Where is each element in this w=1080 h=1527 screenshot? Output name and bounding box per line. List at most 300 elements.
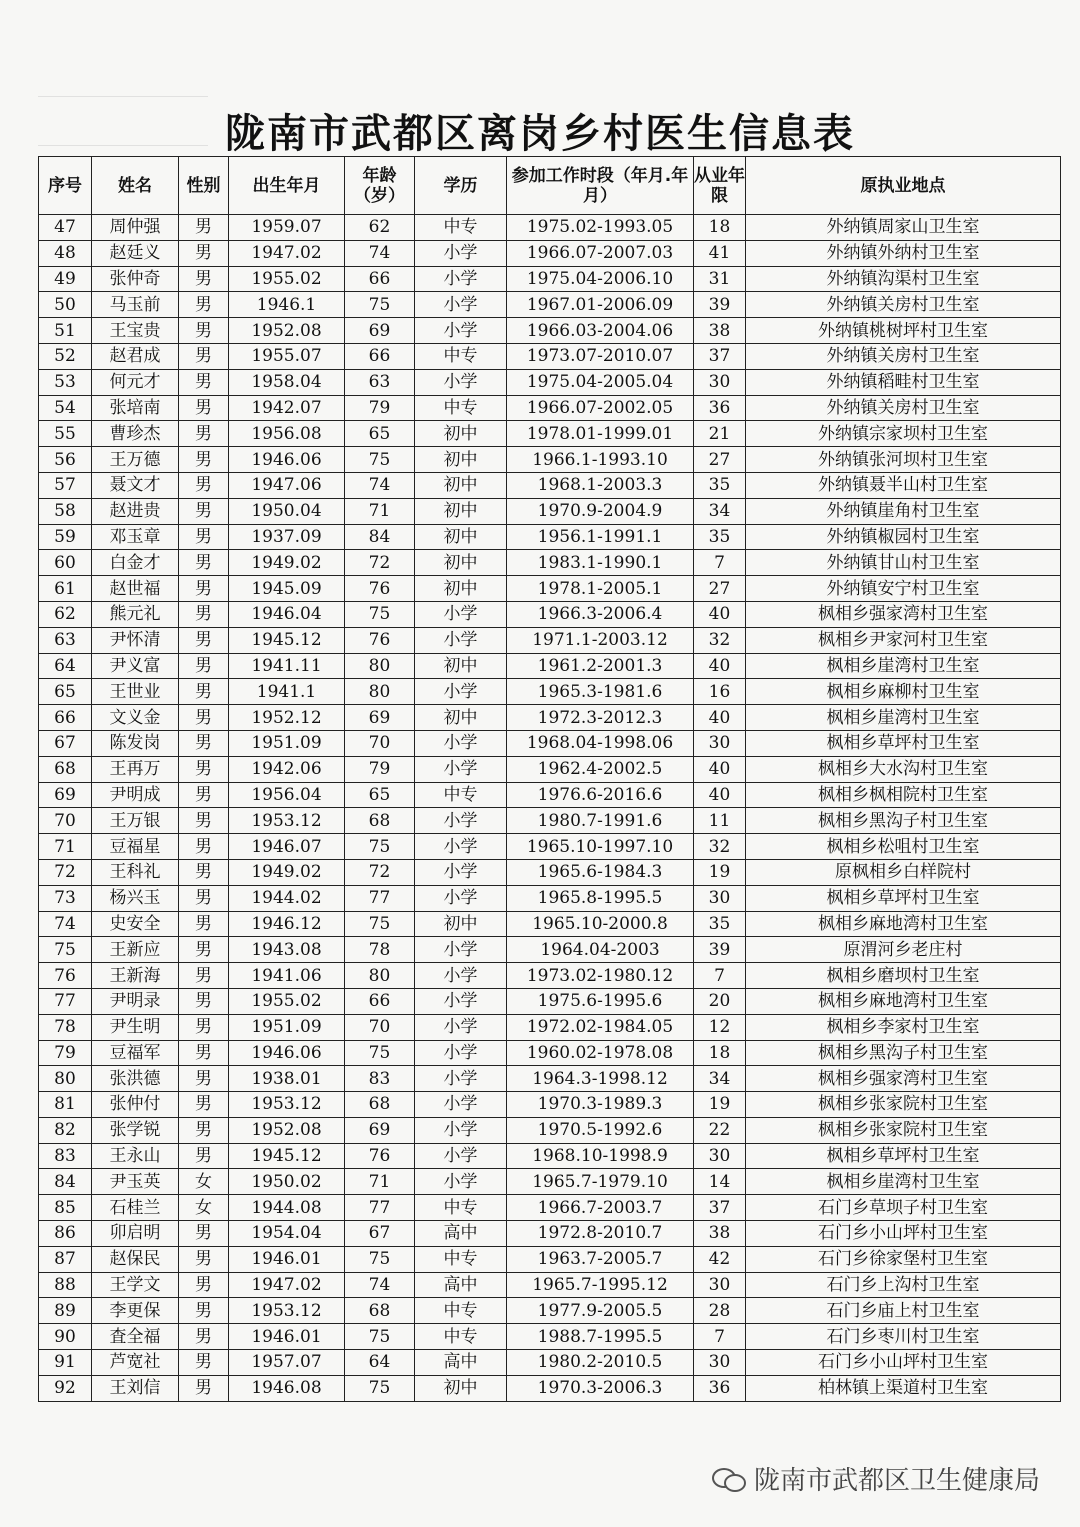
cell-sex: 男 — [179, 369, 229, 395]
cell-birth: 1951.09 — [229, 1014, 345, 1040]
cell-work-period: 1964.3-1998.12 — [507, 1066, 694, 1092]
cell-age: 79 — [345, 395, 415, 421]
cell-location: 枫相乡崖湾村卫生室 — [746, 705, 1061, 731]
cell-sex: 男 — [179, 240, 229, 266]
cell-index: 62 — [39, 601, 92, 627]
cell-sex: 男 — [179, 1117, 229, 1143]
col-header-sex: 性别 — [179, 157, 229, 215]
cell-location: 石门乡上沟村卫生室 — [746, 1272, 1061, 1298]
table-row — [39, 1117, 1061, 1143]
document-title: 陇南市武都区离岗乡村医生信息表 — [225, 111, 855, 157]
cell-index: 49 — [39, 266, 92, 292]
cell-years: 30 — [694, 885, 746, 911]
cell-work-period: 1976.6-2016.6 — [507, 782, 694, 808]
cell-index: 84 — [39, 1169, 92, 1195]
cell-birth: 1946.01 — [229, 1246, 345, 1272]
cell-birth: 1952.08 — [229, 318, 345, 344]
cell-index: 79 — [39, 1040, 92, 1066]
cell-education: 小学 — [415, 601, 507, 627]
cell-sex: 男 — [179, 421, 229, 447]
doctor-info-table — [38, 156, 1061, 1402]
cell-name: 赵君成 — [92, 343, 179, 369]
cell-sex: 男 — [179, 911, 229, 937]
cell-sex: 男 — [179, 705, 229, 731]
cell-education: 小学 — [415, 627, 507, 653]
cell-education: 小学 — [415, 937, 507, 963]
table-row — [39, 1143, 1061, 1169]
cell-location: 外纳镇张河坝村卫生室 — [746, 447, 1061, 473]
table-row — [39, 1350, 1061, 1376]
cell-index: 51 — [39, 318, 92, 344]
cell-work-period: 1968.10-1998.9 — [507, 1143, 694, 1169]
cell-years: 37 — [694, 1195, 746, 1221]
table-row — [39, 782, 1061, 808]
cell-birth: 1957.07 — [229, 1350, 345, 1376]
table-row — [39, 498, 1061, 524]
cell-index: 47 — [39, 215, 92, 241]
cell-location: 枫相乡磨坝村卫生室 — [746, 963, 1061, 989]
cell-index: 63 — [39, 627, 92, 653]
wechat-watermark — [712, 1460, 1040, 1497]
cell-age: 75 — [345, 911, 415, 937]
cell-age: 72 — [345, 859, 415, 885]
cell-birth: 1951.09 — [229, 730, 345, 756]
cell-education: 高中 — [415, 1350, 507, 1376]
table-row — [39, 240, 1061, 266]
cell-name: 陈发岗 — [92, 730, 179, 756]
cell-work-period: 1970.5-1992.6 — [507, 1117, 694, 1143]
cell-education: 初中 — [415, 472, 507, 498]
table-row — [39, 1040, 1061, 1066]
table-row — [39, 1246, 1061, 1272]
cell-location: 枫相乡麻地湾村卫生室 — [746, 988, 1061, 1014]
table-row — [39, 576, 1061, 602]
cell-work-period: 1962.4-2002.5 — [507, 756, 694, 782]
cell-birth: 1946.1 — [229, 292, 345, 318]
cell-years: 18 — [694, 215, 746, 241]
cell-age: 68 — [345, 1298, 415, 1324]
cell-work-period: 1964.04-2003 — [507, 937, 694, 963]
table-row — [39, 1169, 1061, 1195]
cell-education: 小学 — [415, 1040, 507, 1066]
cell-sex: 男 — [179, 937, 229, 963]
cell-birth: 1953.12 — [229, 808, 345, 834]
cell-years: 20 — [694, 988, 746, 1014]
cell-birth: 1952.08 — [229, 1117, 345, 1143]
cell-birth: 1947.06 — [229, 472, 345, 498]
cell-birth: 1949.02 — [229, 550, 345, 576]
cell-years: 18 — [694, 1040, 746, 1066]
cell-age: 69 — [345, 318, 415, 344]
cell-age: 75 — [345, 601, 415, 627]
cell-education: 小学 — [415, 1117, 507, 1143]
cell-name: 赵进贵 — [92, 498, 179, 524]
cell-work-period: 1978.1-2005.1 — [507, 576, 694, 602]
cell-sex: 男 — [179, 679, 229, 705]
cell-work-period: 1975.04-2005.04 — [507, 369, 694, 395]
cell-education: 小学 — [415, 1143, 507, 1169]
cell-index: 89 — [39, 1298, 92, 1324]
cell-education: 小学 — [415, 1092, 507, 1118]
cell-index: 82 — [39, 1117, 92, 1143]
cell-birth: 1955.07 — [229, 343, 345, 369]
cell-education: 中专 — [415, 1246, 507, 1272]
table-row — [39, 885, 1061, 911]
cell-age: 66 — [345, 988, 415, 1014]
cell-age: 70 — [345, 730, 415, 756]
table-row — [39, 859, 1061, 885]
cell-index: 87 — [39, 1246, 92, 1272]
cell-name: 王新应 — [92, 937, 179, 963]
cell-education: 初中 — [415, 550, 507, 576]
table-body — [39, 215, 1061, 1402]
cell-birth: 1949.02 — [229, 859, 345, 885]
cell-location: 枫相乡李家村卫生室 — [746, 1014, 1061, 1040]
table-row — [39, 808, 1061, 834]
cell-age: 68 — [345, 808, 415, 834]
cell-age: 74 — [345, 1272, 415, 1298]
table-row — [39, 988, 1061, 1014]
cell-sex: 男 — [179, 782, 229, 808]
cell-sex: 男 — [179, 1040, 229, 1066]
cell-name: 王刘信 — [92, 1375, 179, 1401]
cell-years: 37 — [694, 343, 746, 369]
cell-location: 外纳镇稻畦村卫生室 — [746, 369, 1061, 395]
cell-years: 39 — [694, 937, 746, 963]
cell-years: 30 — [694, 1272, 746, 1298]
cell-years: 38 — [694, 318, 746, 344]
cell-education: 中专 — [415, 1324, 507, 1350]
cell-sex: 男 — [179, 1221, 229, 1247]
cell-name: 赵世福 — [92, 576, 179, 602]
table-row — [39, 937, 1061, 963]
cell-index: 65 — [39, 679, 92, 705]
cell-work-period: 1968.1-2003.3 — [507, 472, 694, 498]
cell-birth: 1945.12 — [229, 1143, 345, 1169]
table-header-row — [39, 157, 1061, 215]
cell-work-period: 1972.3-2012.3 — [507, 705, 694, 731]
table-row — [39, 1195, 1061, 1221]
cell-index: 67 — [39, 730, 92, 756]
cell-work-period: 1965.7-1995.12 — [507, 1272, 694, 1298]
cell-work-period: 1972.8-2010.7 — [507, 1221, 694, 1247]
cell-education: 初中 — [415, 1375, 507, 1401]
cell-index: 48 — [39, 240, 92, 266]
cell-location: 枫相乡黑沟子村卫生室 — [746, 1040, 1061, 1066]
cell-index: 83 — [39, 1143, 92, 1169]
cell-birth: 1941.1 — [229, 679, 345, 705]
cell-years: 30 — [694, 1350, 746, 1376]
cell-education: 小学 — [415, 318, 507, 344]
cell-years: 28 — [694, 1298, 746, 1324]
wechat-icon — [712, 1466, 746, 1492]
cell-birth: 1950.02 — [229, 1169, 345, 1195]
cell-birth: 1942.07 — [229, 395, 345, 421]
cell-name: 赵廷义 — [92, 240, 179, 266]
cell-work-period: 1970.3-2006.3 — [507, 1375, 694, 1401]
cell-sex: 男 — [179, 756, 229, 782]
cell-birth: 1941.11 — [229, 653, 345, 679]
cell-years: 7 — [694, 1324, 746, 1350]
cell-name: 李更保 — [92, 1298, 179, 1324]
cell-location: 枫相乡张家院村卫生室 — [746, 1092, 1061, 1118]
cell-education: 小学 — [415, 292, 507, 318]
cell-education: 中专 — [415, 1298, 507, 1324]
cell-years: 22 — [694, 1117, 746, 1143]
cell-work-period: 1965.7-1979.10 — [507, 1169, 694, 1195]
table-row — [39, 834, 1061, 860]
cell-education: 初中 — [415, 421, 507, 447]
cell-work-period: 1967.01-2006.09 — [507, 292, 694, 318]
cell-index: 66 — [39, 705, 92, 731]
col-header-education: 学历 — [415, 157, 507, 215]
table-row — [39, 911, 1061, 937]
cell-age: 84 — [345, 524, 415, 550]
cell-name: 史安全 — [92, 911, 179, 937]
cell-sex: 男 — [179, 1066, 229, 1092]
table-row — [39, 1066, 1061, 1092]
cell-location: 外纳镇宗家坝村卫生室 — [746, 421, 1061, 447]
table-row — [39, 730, 1061, 756]
cell-location: 石门乡徐家堡村卫生室 — [746, 1246, 1061, 1272]
cell-education: 中专 — [415, 343, 507, 369]
cell-work-period: 1965.8-1995.5 — [507, 885, 694, 911]
cell-years: 42 — [694, 1246, 746, 1272]
cell-work-period: 1971.1-2003.12 — [507, 627, 694, 653]
cell-birth: 1941.06 — [229, 963, 345, 989]
cell-location: 石门乡枣川村卫生室 — [746, 1324, 1061, 1350]
cell-name: 王宝贵 — [92, 318, 179, 344]
cell-index: 76 — [39, 963, 92, 989]
cell-name: 周仲强 — [92, 215, 179, 241]
cell-name: 马玉前 — [92, 292, 179, 318]
table-row — [39, 343, 1061, 369]
cell-name: 张培南 — [92, 395, 179, 421]
cell-location: 外纳镇甘山村卫生室 — [746, 550, 1061, 576]
table-row — [39, 1272, 1061, 1298]
cell-index: 74 — [39, 911, 92, 937]
cell-education: 小学 — [415, 834, 507, 860]
cell-age: 77 — [345, 885, 415, 911]
cell-name: 聂文才 — [92, 472, 179, 498]
cell-age: 68 — [345, 1092, 415, 1118]
cell-index: 73 — [39, 885, 92, 911]
cell-age: 69 — [345, 705, 415, 731]
cell-location: 枫相乡草坪村卫生室 — [746, 885, 1061, 911]
cell-age: 66 — [345, 266, 415, 292]
cell-age: 65 — [345, 782, 415, 808]
cell-work-period: 1965.10-1997.10 — [507, 834, 694, 860]
cell-location: 枫相乡崖湾村卫生室 — [746, 653, 1061, 679]
cell-location: 外纳镇桃树坪村卫生室 — [746, 318, 1061, 344]
cell-years: 31 — [694, 266, 746, 292]
cell-age: 66 — [345, 343, 415, 369]
cell-location: 枫相乡枫相院村卫生室 — [746, 782, 1061, 808]
cell-age: 78 — [345, 937, 415, 963]
cell-index: 80 — [39, 1066, 92, 1092]
cell-work-period: 1966.07-2002.05 — [507, 395, 694, 421]
cell-age: 80 — [345, 679, 415, 705]
cell-years: 40 — [694, 601, 746, 627]
cell-years: 41 — [694, 240, 746, 266]
cell-years: 7 — [694, 550, 746, 576]
cell-location: 外纳镇沟渠村卫生室 — [746, 266, 1061, 292]
cell-work-period: 1978.01-1999.01 — [507, 421, 694, 447]
cell-index: 53 — [39, 369, 92, 395]
cell-years: 19 — [694, 859, 746, 885]
cell-sex: 男 — [179, 395, 229, 421]
table-row — [39, 963, 1061, 989]
cell-sex: 男 — [179, 808, 229, 834]
cell-work-period: 1968.04-1998.06 — [507, 730, 694, 756]
cell-birth: 1953.12 — [229, 1298, 345, 1324]
cell-index: 70 — [39, 808, 92, 834]
watermark-text: 陇南市武都区卫生健康局 — [753, 1466, 1040, 1496]
cell-education: 小学 — [415, 963, 507, 989]
cell-age: 79 — [345, 756, 415, 782]
cell-location: 石门乡小山坪村卫生室 — [746, 1350, 1061, 1376]
cell-sex: 男 — [179, 601, 229, 627]
cell-years: 14 — [694, 1169, 746, 1195]
cell-birth: 1946.07 — [229, 834, 345, 860]
cell-name: 尹明成 — [92, 782, 179, 808]
table-row — [39, 524, 1061, 550]
cell-sex: 男 — [179, 1014, 229, 1040]
cell-index: 92 — [39, 1375, 92, 1401]
cell-index: 71 — [39, 834, 92, 860]
table-row — [39, 1092, 1061, 1118]
cell-work-period: 1965.3-1981.6 — [507, 679, 694, 705]
cell-age: 72 — [345, 550, 415, 576]
cell-name: 何元才 — [92, 369, 179, 395]
cell-education: 小学 — [415, 1066, 507, 1092]
cell-years: 40 — [694, 705, 746, 731]
cell-name: 尹生明 — [92, 1014, 179, 1040]
cell-work-period: 1975.02-1993.05 — [507, 215, 694, 241]
cell-location: 枫相乡强家湾村卫生室 — [746, 1066, 1061, 1092]
cell-work-period: 1972.02-1984.05 — [507, 1014, 694, 1040]
cell-age: 80 — [345, 963, 415, 989]
cell-sex: 男 — [179, 1272, 229, 1298]
cell-location: 外纳镇关房村卫生室 — [746, 395, 1061, 421]
cell-name: 邓玉章 — [92, 524, 179, 550]
table-row — [39, 318, 1061, 344]
cell-location: 枫相乡麻柳村卫生室 — [746, 679, 1061, 705]
cell-birth: 1954.04 — [229, 1221, 345, 1247]
cell-years: 36 — [694, 1375, 746, 1401]
cell-sex: 男 — [179, 343, 229, 369]
cell-work-period: 1980.2-2010.5 — [507, 1350, 694, 1376]
cell-sex: 男 — [179, 1298, 229, 1324]
cell-sex: 女 — [179, 1195, 229, 1221]
cell-index: 56 — [39, 447, 92, 473]
cell-location: 枫相乡张家院村卫生室 — [746, 1117, 1061, 1143]
cell-years: 36 — [694, 395, 746, 421]
table-row — [39, 1324, 1061, 1350]
cell-index: 85 — [39, 1195, 92, 1221]
cell-birth: 1956.08 — [229, 421, 345, 447]
cell-birth: 1952.12 — [229, 705, 345, 731]
cell-age: 75 — [345, 1040, 415, 1066]
cell-education: 中专 — [415, 782, 507, 808]
cell-birth: 1953.12 — [229, 1092, 345, 1118]
cell-name: 尹怀清 — [92, 627, 179, 653]
cell-location: 外纳镇安宁村卫生室 — [746, 576, 1061, 602]
cell-birth: 1946.04 — [229, 601, 345, 627]
cell-education: 中专 — [415, 215, 507, 241]
cell-education: 中专 — [415, 1195, 507, 1221]
cell-sex: 男 — [179, 550, 229, 576]
cell-sex: 男 — [179, 498, 229, 524]
cell-education: 小学 — [415, 679, 507, 705]
cell-name: 文义金 — [92, 705, 179, 731]
cell-age: 74 — [345, 240, 415, 266]
cell-work-period: 1965.10-2000.8 — [507, 911, 694, 937]
table-row — [39, 679, 1061, 705]
cell-name: 尹玉英 — [92, 1169, 179, 1195]
cell-name: 王永山 — [92, 1143, 179, 1169]
cell-education: 小学 — [415, 756, 507, 782]
cell-name: 豆福军 — [92, 1040, 179, 1066]
cell-education: 小学 — [415, 988, 507, 1014]
cell-location: 枫相乡草坪村卫生室 — [746, 730, 1061, 756]
cell-work-period: 1963.7-2005.7 — [507, 1246, 694, 1272]
cell-sex: 男 — [179, 834, 229, 860]
cell-birth: 1955.02 — [229, 266, 345, 292]
cell-birth: 1956.04 — [229, 782, 345, 808]
cell-sex: 男 — [179, 988, 229, 1014]
cell-name: 杨兴玉 — [92, 885, 179, 911]
cell-location: 石门乡庙上村卫生室 — [746, 1298, 1061, 1324]
cell-name: 尹明录 — [92, 988, 179, 1014]
cell-education: 小学 — [415, 808, 507, 834]
cell-years: 12 — [694, 1014, 746, 1040]
table-row — [39, 601, 1061, 627]
cell-sex: 男 — [179, 292, 229, 318]
cell-age: 75 — [345, 292, 415, 318]
cell-work-period: 1960.02-1978.08 — [507, 1040, 694, 1066]
cell-index: 55 — [39, 421, 92, 447]
cell-location: 外纳镇外纳村卫生室 — [746, 240, 1061, 266]
cell-sex: 男 — [179, 1324, 229, 1350]
cell-work-period: 1966.07-2007.03 — [507, 240, 694, 266]
cell-age: 80 — [345, 653, 415, 679]
table-row — [39, 292, 1061, 318]
table-row — [39, 550, 1061, 576]
cell-years: 32 — [694, 627, 746, 653]
cell-birth: 1946.08 — [229, 1375, 345, 1401]
table-row — [39, 627, 1061, 653]
cell-location: 枫相乡尹家河村卫生室 — [746, 627, 1061, 653]
col-header-index: 序号 — [39, 157, 92, 215]
cell-index: 69 — [39, 782, 92, 808]
table-row — [39, 266, 1061, 292]
cell-age: 75 — [345, 834, 415, 860]
cell-education: 初中 — [415, 498, 507, 524]
col-header-birth: 出生年月 — [229, 157, 345, 215]
cell-birth: 1958.04 — [229, 369, 345, 395]
cell-index: 77 — [39, 988, 92, 1014]
cell-location: 原渭河乡老庄村 — [746, 937, 1061, 963]
cell-work-period: 1975.04-2006.10 — [507, 266, 694, 292]
cell-age: 76 — [345, 627, 415, 653]
cell-name: 豆福星 — [92, 834, 179, 860]
cell-work-period: 1975.6-1995.6 — [507, 988, 694, 1014]
col-header-work-period: 参加工作时段（年月.年月） — [507, 157, 694, 215]
cell-years: 27 — [694, 576, 746, 602]
cell-sex: 男 — [179, 653, 229, 679]
table-row — [39, 1298, 1061, 1324]
